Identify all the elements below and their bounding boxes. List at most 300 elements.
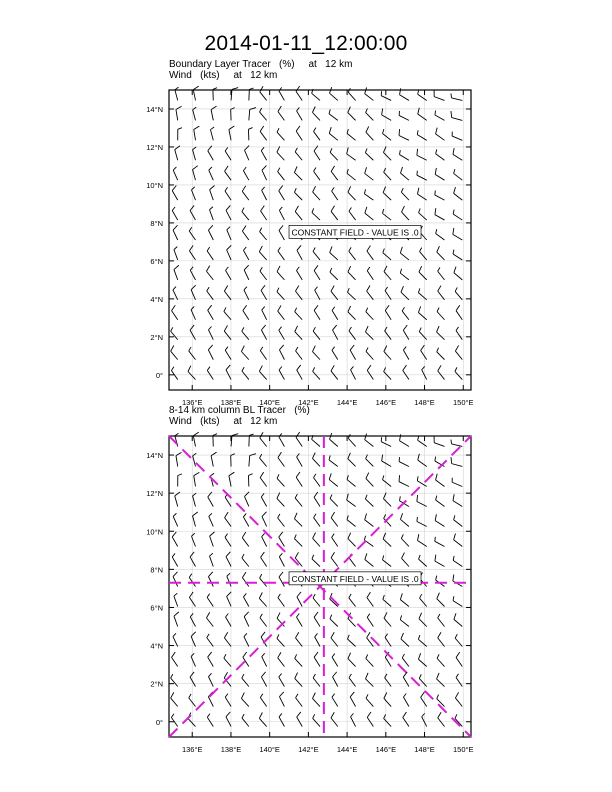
barb-staff — [383, 133, 392, 140]
barb-staff — [226, 210, 231, 220]
wind-barb — [242, 554, 249, 566]
barb-feather — [242, 554, 244, 558]
barb-staff — [171, 698, 178, 706]
barb-feather — [260, 454, 262, 458]
wind-barb — [437, 654, 444, 666]
wind-barb — [330, 495, 338, 507]
barb-feather — [313, 367, 315, 371]
barb-staff — [331, 371, 338, 380]
barb-feather — [384, 514, 386, 518]
barb-staff — [332, 697, 338, 706]
barb-staff — [366, 698, 373, 706]
barb-feather — [348, 288, 350, 292]
wind-barb — [399, 475, 409, 486]
barb-feather — [384, 612, 387, 618]
barb-feather — [400, 88, 401, 94]
barb-feather — [365, 167, 367, 173]
constant-field-label — [289, 572, 421, 585]
barb-feather — [297, 365, 301, 370]
barb-feather — [225, 512, 229, 517]
barb-feather — [312, 453, 315, 459]
barb-staff — [243, 250, 248, 260]
barb-feather — [193, 86, 198, 90]
barb-feather — [208, 345, 212, 350]
barb-feather — [384, 266, 387, 272]
wind-barb — [349, 207, 356, 220]
barb-staff — [315, 290, 320, 300]
wind-barb — [190, 205, 195, 220]
wind-barb — [331, 712, 338, 726]
barb-staff — [295, 152, 302, 160]
barb-staff — [260, 458, 267, 466]
barb-staff — [244, 637, 249, 647]
wind-barb — [365, 87, 374, 100]
barb-feather — [295, 673, 298, 679]
barb-staff — [436, 154, 445, 160]
barb-staff — [384, 698, 391, 706]
barb-feather — [297, 245, 301, 250]
wind-barb — [244, 492, 249, 507]
x-tick-label: 150°E — [452, 745, 474, 754]
wind-barb — [226, 552, 231, 567]
barb-staff — [329, 480, 338, 487]
wind-barb — [262, 307, 267, 320]
barb-feather — [313, 327, 315, 331]
wind-barb — [436, 474, 445, 487]
barb-staff — [367, 617, 373, 626]
barb-staff — [419, 559, 427, 566]
barb-staff — [206, 271, 213, 280]
barb-feather — [367, 365, 371, 370]
wind-barb — [417, 171, 427, 180]
wind-barb — [297, 107, 303, 120]
barb-staff — [176, 456, 178, 467]
barb-staff — [277, 272, 284, 280]
barb-staff — [452, 482, 462, 486]
barb-feather — [226, 613, 229, 617]
barb-staff — [277, 478, 284, 486]
barb-feather — [418, 534, 419, 540]
barb-feather — [348, 635, 350, 639]
y-tick-label: 0° — [155, 370, 163, 380]
barb-feather — [294, 513, 297, 519]
wind-barb — [329, 473, 338, 486]
wind-barb — [260, 472, 266, 486]
barb-feather — [331, 712, 334, 718]
barb-feather — [172, 207, 175, 211]
wind-barb — [279, 532, 285, 547]
barb-feather — [366, 694, 368, 698]
wind-barb — [244, 265, 249, 280]
wind-barb — [315, 287, 320, 300]
wind-barb — [208, 673, 213, 686]
barb-feather — [279, 674, 282, 678]
wind-barb — [451, 111, 462, 120]
barb-staff — [279, 350, 284, 360]
wind-barb — [383, 187, 391, 201]
barb-staff — [400, 253, 409, 260]
barb-staff — [296, 698, 303, 707]
barb-feather — [436, 496, 437, 500]
barb-staff — [402, 212, 409, 220]
y-tick-label: 4°N — [150, 294, 163, 304]
barb-feather — [241, 693, 244, 699]
wind-barb — [421, 345, 427, 359]
panel-2-title: 8-14 km column BL Tracer (%) — [169, 405, 310, 416]
wind-barb — [453, 556, 462, 567]
wind-barb — [455, 692, 462, 706]
barb-feather — [294, 166, 297, 172]
barb-staff — [417, 175, 427, 180]
wind-barb — [383, 129, 392, 140]
barb-staff — [244, 496, 248, 506]
barb-feather — [382, 555, 383, 559]
wind-barb — [366, 673, 374, 687]
barb-staff — [296, 351, 303, 360]
barb-feather — [314, 612, 318, 617]
barb-feather — [332, 187, 335, 191]
x-tick-label: 148°E — [414, 745, 435, 754]
barb-feather — [259, 246, 262, 252]
wind-barb — [418, 90, 427, 101]
wind-barb — [419, 555, 427, 567]
barb-feather — [312, 107, 315, 113]
barb-feather — [454, 267, 456, 273]
barb-staff — [313, 371, 320, 379]
barb-staff — [295, 312, 303, 320]
barb-staff — [225, 497, 231, 506]
barb-staff — [171, 678, 178, 686]
barb-staff — [418, 460, 427, 466]
wind-barb — [384, 714, 392, 726]
wind-barb — [296, 432, 302, 446]
wind-barb — [453, 574, 462, 586]
barb-feather — [331, 365, 334, 371]
barb-feather — [224, 672, 227, 678]
wind-barb — [277, 128, 284, 140]
barb-feather — [242, 327, 244, 331]
wind-barb — [226, 267, 232, 280]
wind-barb — [330, 433, 338, 446]
barb-feather — [366, 347, 368, 351]
barb-feather — [314, 167, 316, 171]
wind-barb — [171, 345, 178, 359]
barb-staff — [297, 111, 303, 120]
barb-feather — [349, 674, 351, 678]
barb-feather — [175, 492, 180, 496]
wind-barb — [314, 146, 320, 161]
barb-feather — [279, 327, 282, 331]
barb-staff — [365, 213, 374, 220]
barb-feather — [279, 225, 283, 230]
wind-barb — [191, 653, 195, 666]
wind-barb — [382, 108, 392, 120]
wind-barb — [279, 674, 285, 687]
barb-staff — [418, 540, 427, 546]
barb-staff — [365, 560, 374, 567]
barb-feather — [191, 306, 194, 309]
barb-staff — [193, 170, 196, 181]
barb-staff — [210, 556, 214, 566]
wind-barb — [329, 127, 338, 140]
barb-staff — [227, 596, 231, 606]
barb-feather — [208, 305, 212, 310]
wind-barb — [331, 365, 338, 379]
barb-feather — [314, 305, 318, 310]
barb-feather — [351, 366, 354, 369]
barb-staff — [207, 597, 213, 606]
wind-barb — [261, 552, 267, 566]
wind-barb — [171, 367, 177, 380]
barb-staff — [418, 194, 427, 200]
barb-feather — [330, 148, 332, 152]
wind-barb — [383, 248, 391, 259]
barb-feather — [295, 326, 298, 332]
wind-barb — [278, 514, 285, 527]
barb-feather — [366, 326, 369, 332]
wind-barb — [436, 149, 445, 160]
barb-staff — [261, 497, 266, 507]
barb-staff — [172, 657, 178, 666]
wind-barb — [279, 345, 284, 360]
wind-barb — [211, 452, 216, 466]
wind-barb — [173, 287, 178, 300]
barb-feather — [191, 632, 196, 637]
barb-feather — [435, 111, 436, 115]
barb-staff — [382, 560, 391, 567]
wind-barb — [329, 456, 338, 467]
barb-feather — [367, 712, 371, 717]
barb-feather — [331, 206, 334, 212]
barb-staff — [349, 558, 356, 567]
barb-feather — [418, 108, 420, 114]
barb-feather — [174, 593, 177, 596]
wind-barb — [172, 532, 177, 547]
barb-staff — [208, 310, 214, 319]
wind-barb — [261, 147, 266, 160]
wind-barb — [403, 365, 409, 379]
barb-feather — [172, 553, 175, 557]
wind-barb — [383, 533, 391, 547]
y-tick-label: 2°N — [150, 679, 163, 689]
barb-staff — [295, 498, 302, 506]
wind-barb — [382, 555, 391, 566]
barb-staff — [402, 558, 409, 566]
barb-staff — [314, 518, 320, 527]
barb-feather — [419, 328, 421, 332]
barb-feather — [437, 593, 440, 599]
barb-feather — [403, 325, 407, 330]
barb-feather — [384, 346, 387, 352]
barb-staff — [435, 561, 445, 566]
wind-barb — [400, 269, 409, 280]
barb-staff — [455, 638, 462, 646]
barb-staff — [173, 170, 177, 180]
barb-feather — [312, 555, 314, 559]
wind-barb — [279, 186, 285, 201]
wind-barb — [244, 633, 249, 646]
barb-staff — [453, 214, 462, 220]
barb-staff — [279, 210, 284, 220]
barb-staff — [208, 677, 213, 687]
barb-feather — [421, 345, 425, 350]
barb-feather — [172, 186, 176, 191]
barb-staff — [172, 191, 177, 201]
wind-barb — [295, 206, 302, 220]
wind-barb — [172, 186, 177, 201]
barb-staff — [367, 598, 373, 607]
barb-feather — [213, 88, 217, 90]
barb-staff — [421, 697, 427, 706]
barb-staff — [225, 518, 231, 527]
barb-staff — [295, 658, 303, 666]
wind-barb — [297, 245, 302, 260]
barb-staff — [454, 619, 462, 626]
wind-barb — [173, 633, 178, 646]
wind-barb — [242, 327, 249, 339]
wind-barb — [314, 514, 320, 527]
barb-feather — [437, 308, 439, 312]
barb-feather — [349, 247, 351, 251]
barb-staff — [333, 330, 338, 340]
barb-feather — [193, 432, 198, 436]
constant-field-text: CONSTANT FIELD - VALUE IS .0 — [291, 227, 419, 238]
barb-feather — [174, 612, 179, 616]
wind-barb — [243, 305, 249, 319]
barb-feather — [438, 712, 441, 718]
barb-staff — [402, 311, 409, 320]
barb-staff — [242, 371, 249, 380]
barb-staff — [242, 212, 249, 221]
barb-staff — [171, 331, 178, 339]
barb-staff — [278, 598, 284, 607]
wind-barb — [249, 454, 256, 467]
panel-1-title: Boundary Layer Tracer (%) at 12 km — [169, 59, 353, 70]
barb-feather — [437, 246, 440, 252]
barb-staff — [367, 251, 373, 260]
wind-barb — [207, 714, 213, 727]
barb-staff — [331, 211, 338, 220]
barb-staff — [294, 519, 302, 527]
x-tick-label: 150°E — [452, 398, 474, 407]
wind-barb — [451, 93, 462, 100]
wind-barb — [190, 672, 195, 687]
barb-feather — [244, 492, 249, 497]
wind-barb — [436, 128, 445, 141]
wind-barb — [367, 267, 373, 280]
wind-barb — [347, 475, 356, 486]
barb-staff — [420, 252, 427, 260]
wind-barb — [400, 167, 408, 180]
barb-feather — [279, 692, 283, 697]
barb-staff — [347, 154, 356, 160]
wind-barb — [384, 612, 391, 626]
barb-feather — [208, 225, 212, 230]
barb-staff — [403, 697, 408, 707]
barb-staff — [366, 332, 374, 340]
barb-feather — [312, 693, 315, 699]
barb-staff — [224, 311, 231, 319]
wind-barb — [331, 552, 338, 566]
barb-feather — [418, 653, 420, 659]
wind-barb — [419, 328, 426, 340]
barb-feather — [277, 493, 280, 499]
wind-barb — [172, 207, 177, 220]
wind-barb — [348, 306, 356, 320]
wind-barb — [173, 167, 177, 180]
barb-feather — [190, 267, 193, 270]
barb-feather — [399, 129, 400, 135]
wind-barb — [243, 593, 248, 606]
barb-staff — [330, 619, 338, 627]
barb-staff — [314, 151, 320, 160]
barb-feather — [261, 285, 265, 290]
wind-barb — [331, 286, 338, 300]
barb-staff — [438, 291, 445, 300]
barb-staff — [172, 311, 178, 320]
wind-barb — [313, 594, 320, 606]
barb-feather — [261, 147, 264, 150]
wind-barb — [418, 653, 426, 666]
barb-staff — [403, 350, 408, 360]
barb-feather — [210, 186, 215, 190]
barb-staff — [437, 352, 445, 360]
barb-staff — [313, 538, 320, 546]
barb-feather — [331, 512, 334, 518]
wind-barb — [210, 553, 214, 566]
wind-barb — [438, 286, 445, 300]
barb-feather — [455, 634, 457, 638]
barb-feather — [332, 347, 335, 351]
x-tick-label: 138°E — [220, 745, 242, 754]
barb-feather — [260, 432, 263, 438]
barb-feather — [349, 594, 351, 598]
wind-barb — [399, 111, 409, 120]
barb-staff — [209, 170, 214, 180]
wind-barb — [208, 572, 213, 587]
barb-feather — [243, 593, 246, 596]
barb-staff — [453, 560, 462, 566]
wind-barb — [456, 305, 462, 319]
barb-staff — [331, 518, 338, 527]
wind-barb — [455, 634, 462, 646]
barb-feather — [383, 129, 384, 133]
wind-barb — [191, 632, 196, 647]
barb-feather — [249, 434, 253, 435]
wind-barb — [244, 612, 249, 627]
barb-staff — [279, 191, 285, 200]
barb-staff — [260, 438, 267, 447]
y-tick-label: 14°N — [146, 104, 163, 114]
x-tick-label: 138°E — [220, 398, 242, 407]
barb-feather — [241, 346, 244, 352]
barb-feather — [248, 474, 252, 476]
wind-barb — [403, 347, 408, 360]
wind-barb — [207, 287, 214, 300]
barb-feather — [227, 245, 232, 250]
y-tick-label: 10°N — [146, 527, 163, 537]
barb-feather — [400, 615, 401, 619]
barb-staff — [332, 310, 338, 319]
barb-feather — [435, 555, 436, 561]
wind-barb — [174, 593, 178, 606]
barb-feather — [330, 268, 332, 272]
barb-staff — [384, 618, 391, 626]
wind-barb — [248, 474, 252, 487]
wind-barb — [226, 205, 231, 220]
barb-feather — [260, 614, 262, 618]
y-tick-label: 2°N — [150, 332, 163, 342]
